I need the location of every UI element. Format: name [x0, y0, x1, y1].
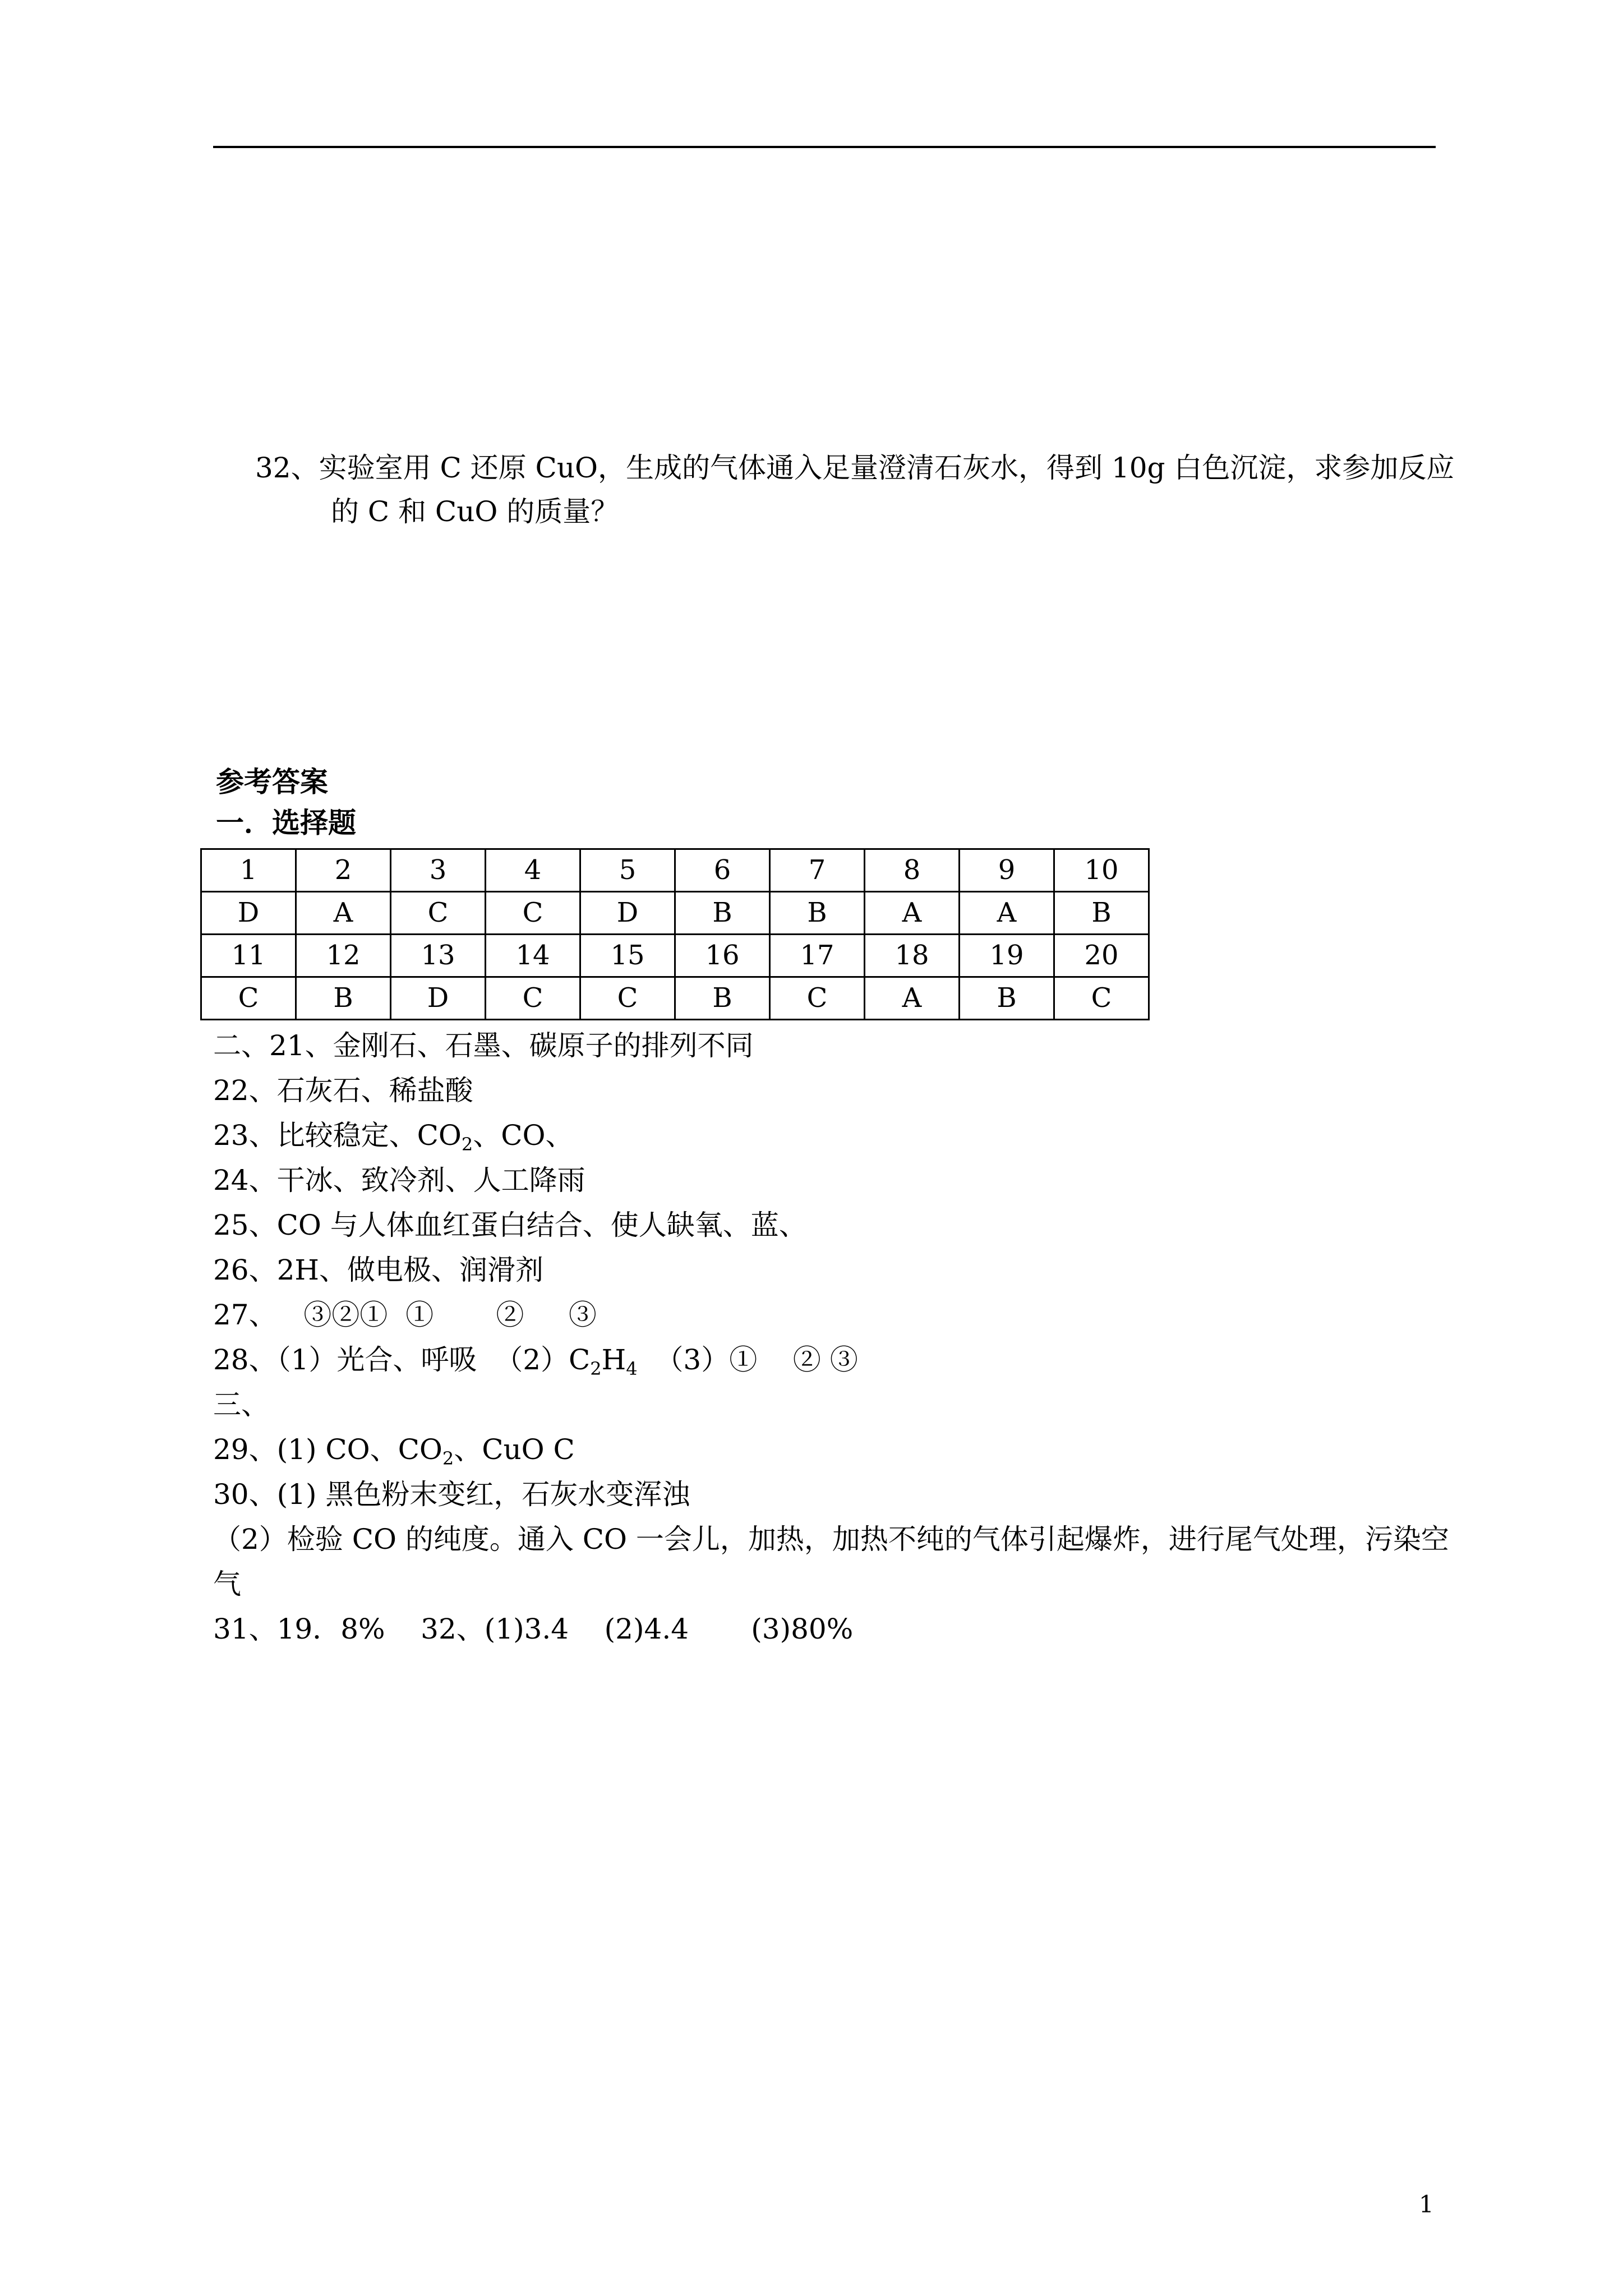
answer-table-cell: A [960, 892, 1054, 935]
answer-22: 22、石灰石、稀盐酸 [213, 1074, 473, 1107]
answer-table-cell: 16 [675, 935, 770, 977]
answer-table-cell: C [580, 977, 675, 1020]
answer-26: 26、2H、做电极、润滑剂 [213, 1254, 544, 1286]
section-1-title: 一．选择题 [216, 806, 356, 839]
question-32-line-2: 的 C 和 CuO 的质量？ [331, 495, 619, 528]
answer-table-cell: A [865, 892, 960, 935]
answer-table-row [201, 935, 1149, 977]
answer-table-row [201, 977, 1149, 1020]
answer-table-cell: D [580, 892, 675, 935]
answer-table-cell: A [865, 977, 960, 1020]
answer-table-cell: 17 [770, 935, 865, 977]
answer-table-cell: 3 [391, 849, 486, 892]
answer-table-cell: B [770, 892, 865, 935]
answer-21: 二、21、金刚石、石墨、碳原子的排列不同 [213, 1029, 754, 1062]
answer-table-cell: 19 [960, 935, 1054, 977]
header-rule [213, 146, 1436, 148]
answer-table-cell: 15 [580, 935, 675, 977]
answer-table-cell: C [1054, 977, 1149, 1020]
answer-table-cell: 2 [296, 849, 391, 892]
answer-23: 23、比较稳定、$CO_2$、CO、 [213, 1119, 574, 1155]
answer-table-row [201, 849, 1149, 892]
answer-table-cell: 13 [391, 935, 486, 977]
answer-table-cell: C [201, 977, 296, 1020]
answer-table-cell: 14 [486, 935, 580, 977]
question-32-line-1: 32、实验室用 C 还原 CuO，生成的气体通入足量澄清石灰水，得到 10g 白色沉淀，求参加反应 [255, 452, 1455, 484]
answer-25: 25、CO 与人体血红蛋白结合、使人缺氧、蓝、 [213, 1209, 807, 1241]
answer-table-cell: 20 [1054, 935, 1149, 977]
answer-table-cell: B [1054, 892, 1149, 935]
answer-table-cell: 5 [580, 849, 675, 892]
answer-table-cell: D [391, 977, 486, 1020]
answer-table-cell: C [486, 977, 580, 1020]
answer-table-cell: 10 [1054, 849, 1149, 892]
answer-table-cell: 4 [486, 849, 580, 892]
answers-heading: 参考答案 [216, 765, 328, 798]
answer-31-32: 31、19．8% 32、(1)3.4 (2)4.4 (3)80% [213, 1613, 854, 1645]
answer-table-cell: 11 [201, 935, 296, 977]
answer-30-line-1: 30、(1) 黑色粉末变红，石灰水变浑浊 [213, 1478, 690, 1511]
answer-table-cell: C [770, 977, 865, 1020]
answer-29: 29、(1) CO、$CO_2$、CuO C [213, 1433, 575, 1469]
section-3-title: 三、 [213, 1388, 269, 1421]
answer-27: 27、 ③②① ① ② ③ [213, 1299, 597, 1331]
answer-table-cell: 12 [296, 935, 391, 977]
answer-24: 24、干冰、致冷剂、人工降雨 [213, 1164, 585, 1197]
answer-table-cell: 8 [865, 849, 960, 892]
answer-table-cell: 1 [201, 849, 296, 892]
answer-table-cell: A [296, 892, 391, 935]
answer-table-cell: B [960, 977, 1054, 1020]
answer-table-row [201, 892, 1149, 935]
page-number: 1 [1419, 2191, 1434, 2218]
answer-table-cell: 9 [960, 849, 1054, 892]
answer-table-cell: B [296, 977, 391, 1020]
answer-30-line-3: 气 [213, 1568, 241, 1600]
answer-28: 28、（1）光合、呼吸 $(2)C_2H_4$ （3）① ② ③ [213, 1343, 858, 1379]
answer-table-cell: 6 [675, 849, 770, 892]
answer-table-cell: D [201, 892, 296, 935]
answer-table-cell: 18 [865, 935, 960, 977]
answer-table-cell: C [486, 892, 580, 935]
answer-30-line-2: （2）检验 CO 的纯度。通入 CO 一会儿，加热，加热不纯的气体引起爆炸，进行尾气处理，污染空 [213, 1523, 1449, 1556]
answer-table-cell: B [675, 892, 770, 935]
answer-table-cell: C [391, 892, 486, 935]
answer-table [200, 848, 1150, 1020]
answer-table-cell: B [675, 977, 770, 1020]
answer-table-cell: 7 [770, 849, 865, 892]
